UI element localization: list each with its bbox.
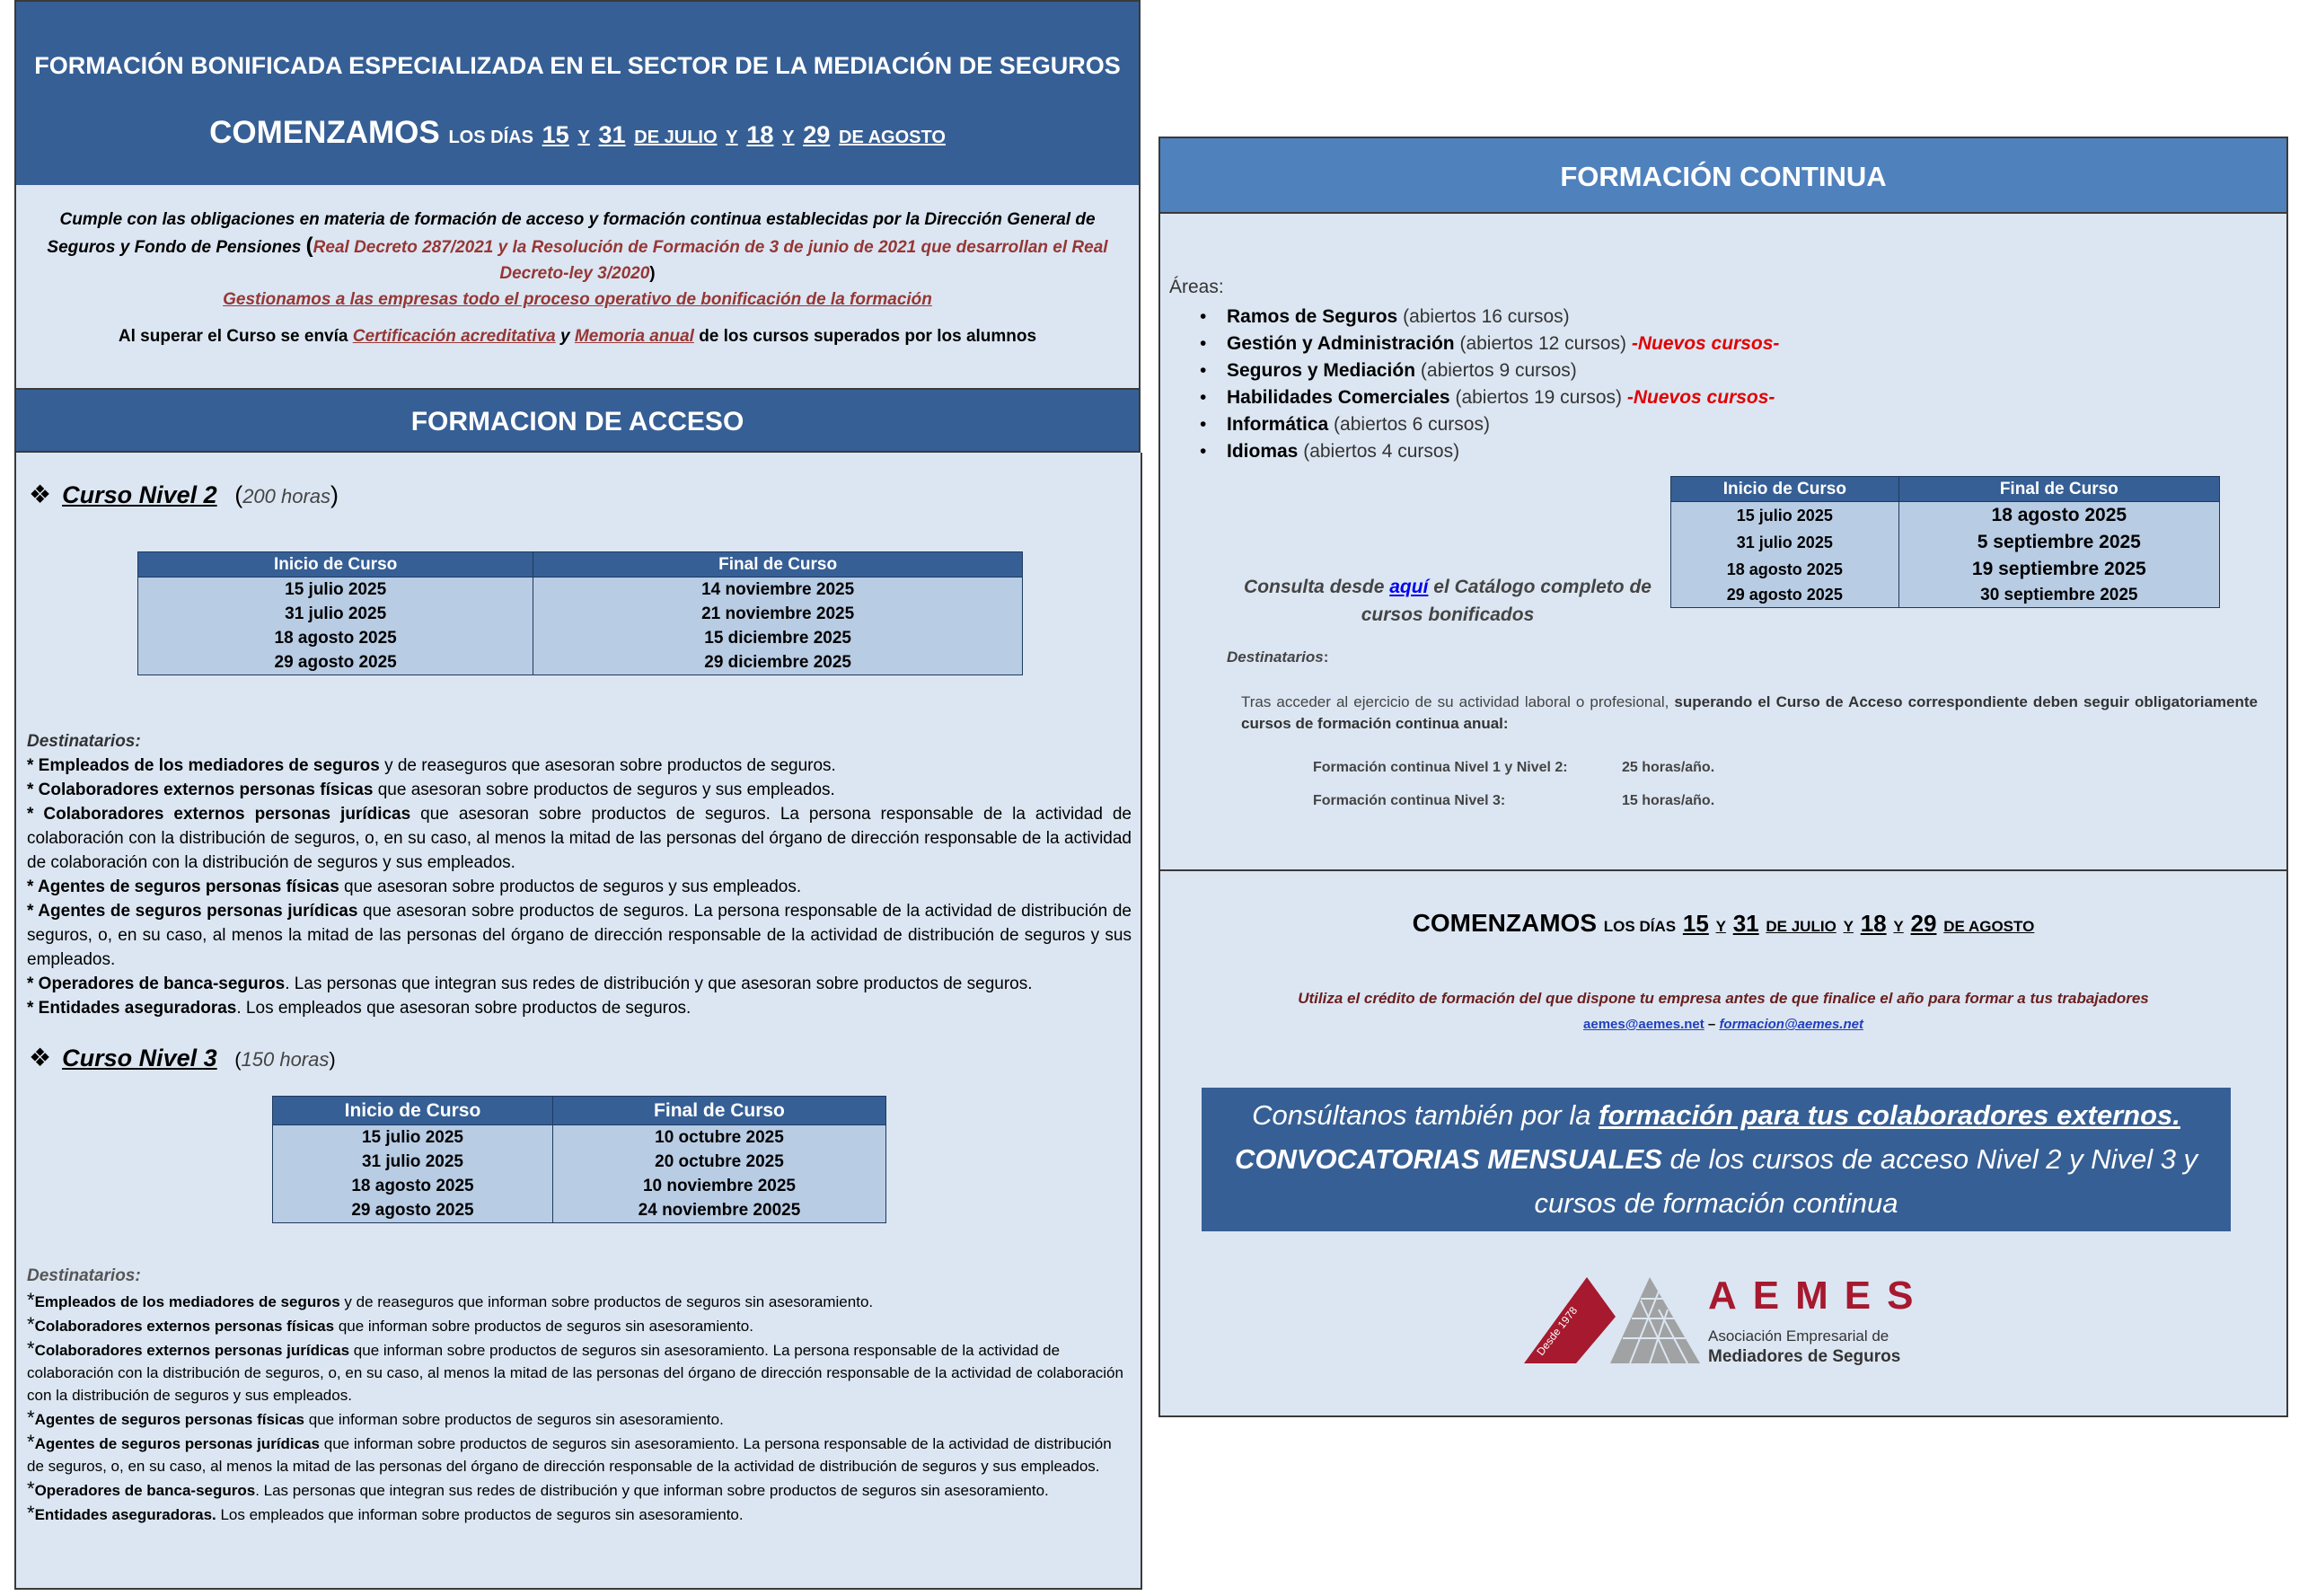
list-item: * Entidades aseguradoras. Los empleados que asesoran sobre productos de seguros.: [27, 999, 691, 1018]
intro-obligations: Cumple con las obligaciones en materia de formación de acceso y formación continua establecidas por la Dirección General de Seguros y Fondo de Pensiones (Real Decreto 287/2021 y la Resolución de Formación de 3 de junio de 2021 que desarrollan el Real Decreto-ley 3/2020): [47, 210, 1108, 283]
intro-certification: Al superar el Curso se envía Certificación acreditativa y Memoria anual de los cursos superados por los alumnos: [118, 327, 1037, 346]
acceso-section: [14, 453, 1142, 1590]
table-row: 15 julio 2025 18 agosto 2025: [1671, 502, 2220, 530]
list-item: • Ramos de Seguros (abiertos 16 cursos): [1169, 304, 1779, 331]
continua-section: [1158, 214, 2288, 871]
continua-dest-title: Destinatarios:: [1227, 648, 1329, 666]
list-item: • Idiomas (abiertos 4 cursos): [1169, 438, 1779, 465]
list-item: *Agentes de seguros personas jurídicas que informan sobre productos de seguros sin asesoramiento. La persona responsable de la actividad de distribución de seguros, o, en su caso, al menos la mitad de las personas del órgano de dirección responsable de la actividad de distribución de seguros y sus empleados.: [27, 1431, 1112, 1475]
table-row: 18 agosto 2025 10 noviembre 2025: [273, 1174, 886, 1198]
nivel3-destinatarios: Destinatarios: *Empleados de los mediadores de seguros y de reaseguros que informan sobre productos de seguros sin asesoramiento. *Colaboradores externos personas físicas que informan sobre productos de seguros sin asesoramiento. *Colaboradores externos personas jurídicas que informan sobre productos de seguros sin asesoramiento. La persona responsable de la actividad de colaboración con la distribución de seguros, o, en su caso, al menos la mitad de las personas del órgano de dirección responsable de la actividad de colaboración con la distribución de seguros y sus empleados. *Agentes de seguros personas físicas que informan sobre productos de seguros sin asesoramiento. *Agentes de seguros personas jurídicas que informan sobre productos de seguros sin asesoramiento. La persona responsable de la actividad de distribución de seguros, o, en su caso, al menos la mitad de las personas del órgano de dirección responsable de la actividad de distribución de seguros y sus empleados. *Operadores de banca-seguros. Las personas que integran sus redes de distribución y que informan sobre productos de seguros sin asesoramiento. *Entidades aseguradoras. Los empleados que informan sobre productos de seguros sin asesoramiento.: [27, 1265, 1132, 1526]
requirement-row-1: Formación continua Nivel 1 y Nivel 2: 25 horas/año.: [1313, 760, 1715, 775]
course-nivel2-title: ❖ Curso Nivel 2 (200 horas): [29, 481, 339, 508]
table-row: 29 agosto 2025 30 septiembre 2025: [1671, 583, 2220, 608]
catalog-note: Consulta desde aquí el Catálogo completo de cursos bonificados: [1244, 577, 1652, 625]
logo-name: AEMES: [1708, 1274, 1930, 1318]
continua-dest-text: Tras acceder al ejercicio de su actividad laboral o profesional, superando el Curso de Acceso correspondiente deben seguir obligatoriamente cursos de formación continua anual:: [1241, 693, 2258, 732]
aemes-logo-mark-icon: [1524, 1274, 1704, 1367]
list-item: *Colaboradores externos personas jurídicas que informan sobre productos de seguros sin asesoramiento. La persona responsable de la actividad de colaboración con la distribución de seguros, o, en su caso, al menos la mitad de las personas del órgano de dirección responsable de la actividad de colaboración con la distribución de seguros y sus empleados.: [27, 1337, 1123, 1404]
nivel2-dates-table: [137, 551, 1023, 675]
email-aemes-link[interactable]: aemes@aemes.net: [1583, 1017, 1704, 1032]
col-inicio: Inicio de Curso: [1671, 477, 1899, 502]
table-row: 31 julio 2025 21 noviembre 2025: [138, 602, 1023, 626]
aemes-logo: [1524, 1274, 1937, 1372]
list-item: *Agentes de seguros personas físicas que informan sobre productos de seguros sin asesoramiento.: [27, 1406, 724, 1429]
logo-line1: Asociación Empresarial de: [1708, 1327, 1889, 1345]
list-item: • Habilidades Comerciales (abiertos 19 cursos) -Nuevos cursos-: [1169, 384, 1779, 411]
list-item: *Empleados de los mediadores de seguros y de reaseguros que informan sobre productos de seguros sin asesoramiento.: [27, 1289, 874, 1311]
table-row: 31 julio 2025 5 septiembre 2025: [1671, 529, 2220, 556]
course-nivel3-title: ❖ Curso Nivel 3 (150 horas): [29, 1044, 336, 1071]
table-row: 29 agosto 2025 24 noviembre 20025: [273, 1198, 886, 1223]
areas-list: Áreas: • Ramos de Seguros (abiertos 16 cursos) • Gestión y Administración (abiertos 12 cursos) -Nuevos cursos- • Seguros y Mediación (abiertos 9 cursos) • Habilidades Comerciales (abiertos 19 cursos) -Nuevos cursos- • Informática (abiertos 6 cursos) • Idiomas (abiertos 4 cursos): [1169, 277, 1779, 465]
continua-dates-table: [1670, 476, 2220, 608]
list-item: • Seguros y Mediación (abiertos 9 cursos): [1169, 357, 1779, 384]
table-row: 31 julio 2025 20 octubre 2025: [273, 1150, 886, 1174]
nivel3-dates-table: [272, 1096, 886, 1223]
new-courses-badge: -Nuevos cursos-: [1626, 387, 1775, 408]
contact-emails: aemes@aemes.net – formacion@aemes.net: [1583, 1017, 1863, 1032]
list-item: • Informática (abiertos 6 cursos): [1169, 411, 1779, 438]
colaboradores-callout: Consúltanos también por la formación para tus colaboradores externos. CONVOCATORIAS MENSUALES de los cursos de acceso Nivel 2 y Nivel 3 y cursos de formación continua: [1202, 1088, 2231, 1231]
certification-link[interactable]: Certificación acreditativa: [352, 327, 556, 346]
acceso-heading: FORMACION DE ACCESO: [14, 388, 1141, 453]
list-item: * Operadores de banca-seguros. Las personas que integran sus redes de distribución y que asesoran sobre productos de seguros.: [27, 974, 1033, 993]
list-item: *Operadores de banca-seguros. Las personas que integran sus redes de distribución y que informan sobre productos de seguros sin asesoramiento.: [27, 1477, 1049, 1500]
svg-text:Desde 1978: Desde 1978: [1534, 1304, 1581, 1358]
diamond-bullet-icon: ❖: [29, 481, 52, 508]
banner-start-dates: COMENZAMOS LOS DÍAS 15 Y 31 DE JULIO Y 18 Y 29 DE AGOSTO: [209, 115, 946, 150]
list-item: *Entidades aseguradoras. Los empleados que informan sobre productos de seguros sin asesoramiento.: [27, 1502, 744, 1524]
contact-section: [1158, 869, 2288, 1417]
col-final: Final de Curso: [533, 552, 1023, 578]
intro-section: [14, 185, 1141, 390]
requirement-row-2: Formación continua Nivel 3: 15 horas/año.: [1313, 793, 1715, 808]
col-final: Final de Curso: [1898, 477, 2219, 502]
email-formacion-link[interactable]: formacion@aemes.net: [1719, 1017, 1863, 1032]
list-item: * Colaboradores externos personas jurídicas que asesoran sobre productos de seguros. La persona responsable de la actividad de colaboración con la distribución de seguros, o, en su caso, al menos la mitad de las personas del órgano de dirección responsable de la actividad de colaboración con la distribución de seguros y sus empleados.: [27, 805, 1132, 872]
table-row: 15 julio 2025 10 octubre 2025: [273, 1125, 886, 1151]
table-row: 15 julio 2025 14 noviembre 2025: [138, 578, 1023, 603]
logo-line2: Mediadores de Seguros: [1708, 1347, 1901, 1366]
table-row: 18 agosto 2025 15 diciembre 2025: [138, 626, 1023, 650]
memoria-link[interactable]: Memoria anual: [574, 327, 694, 346]
list-item: * Empleados de los mediadores de seguros y de reaseguros que asesoran sobre productos de seguros.: [27, 756, 836, 775]
list-item: * Agentes de seguros personas jurídicas que asesoran sobre productos de seguros. La persona responsable de la actividad de distribución de seguros, o, en su caso, al menos la mitad de las personas del órgano de dirección responsable de la actividad de distribución de seguros y sus empleados.: [27, 902, 1132, 969]
col-final: Final de Curso: [552, 1097, 885, 1125]
new-courses-badge: -Nuevos cursos-: [1631, 333, 1780, 354]
banner-title: FORMACIÓN BONIFICADA ESPECIALIZADA EN EL SECTOR DE LA MEDIACIÓN DE SEGUROS: [34, 52, 1121, 79]
list-item: • Gestión y Administración (abiertos 12 cursos) -Nuevos cursos-: [1169, 331, 1779, 357]
continua-heading: FORMACIÓN CONTINUA: [1158, 137, 2288, 214]
col-inicio: Inicio de Curso: [273, 1097, 553, 1125]
top-banner: [14, 0, 1141, 185]
colaboradores-link[interactable]: formación para tus colaboradores externos.: [1599, 1099, 2180, 1131]
intro-gestion: Gestionamos a las empresas todo el proceso operativo de bonificación de la formación: [223, 290, 932, 309]
credit-note: Utiliza el crédito de formación del que dispone tu empresa antes de que finalice el año para formar a tus trabajadores: [1298, 990, 2149, 1007]
table-row: 18 agosto 2025 19 septiembre 2025: [1671, 556, 2220, 583]
list-item: * Agentes de seguros personas físicas que asesoran sobre productos de seguros y sus empleados.: [27, 877, 802, 896]
list-item: *Colaboradores externos personas físicas que informan sobre productos de seguros sin asesoramiento.: [27, 1313, 753, 1336]
list-item: * Colaboradores externos personas físicas que asesoran sobre productos de seguros y sus empleados.: [27, 780, 835, 799]
table-row: 29 agosto 2025 29 diciembre 2025: [138, 650, 1023, 675]
nivel2-destinatarios: Destinatarios: * Empleados de los mediadores de seguros y de reaseguros que asesoran sobre productos de seguros. * Colaboradores externos personas físicas que asesoran sobre productos de seguros y sus empleados. * Colaboradores externos personas jurídicas que asesoran sobre productos de seguros. La persona responsable de la actividad de colaboración con la distribución de seguros, o, en su caso, al menos la mitad de las personas del órgano de dirección responsable de la actividad de colaboración con la distribución de seguros y sus empleados. * Agentes de seguros personas físicas que asesoran sobre productos de seguros y sus empleados. * Agentes de seguros personas jurídicas que asesoran sobre productos de seguros. La persona responsable de la actividad de distribución de seguros, o, en su caso, al menos la mitad de las personas del órgano de dirección responsable de la actividad de distribución de seguros y sus empleados. * Operadores de banca-seguros. Las personas que integran sus redes de distribución y que asesoran sobre productos de seguros. * Entidades aseguradoras. Los empleados que asesoran sobre productos de seguros.: [27, 729, 1132, 1020]
diamond-bullet-icon: ❖: [29, 1044, 52, 1071]
col-inicio: Inicio de Curso: [138, 552, 533, 578]
lower-start-dates: COMENZAMOS LOS DÍAS 15 Y 31 DE JULIO Y 18 Y 29 DE AGOSTO: [1412, 909, 2035, 937]
catalog-link[interactable]: aquí: [1389, 577, 1429, 597]
